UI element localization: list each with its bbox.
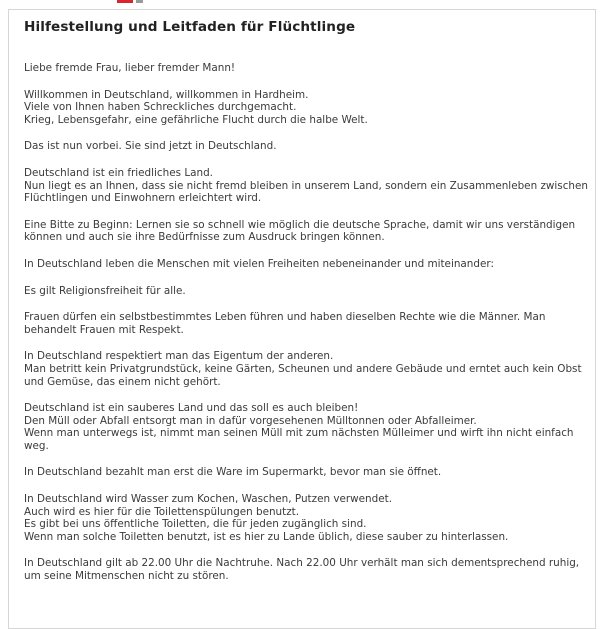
paragraph-line: Es gibt bei uns öffentliche Toiletten, die für jeden zugänglich sind. [24, 518, 367, 531]
paragraph-line: Das ist nun vorbei. Sie sind jetzt in Deutschland. [24, 140, 277, 153]
paragraph [24, 140, 594, 153]
paragraph-line: Den Müll oder Abfall entsorgt man in dafür vorgesehenen Mülltonnen oder Abfalleimer. [24, 414, 477, 427]
paragraph [24, 89, 594, 127]
paragraph-line: Flüchtlingen und Einwohnern erleichtert wird. [24, 192, 262, 205]
logo-fragment-secondary [136, 0, 143, 3]
document-content [24, 19, 594, 597]
paragraph-line: Frauen dürfen ein selbstbestimmtes Leben führen und haben dieselben Rechte wie die Männer. Man [24, 311, 546, 324]
paragraph [24, 285, 594, 298]
paragraph-line: Viele von Ihnen haben Schreckliches durchgemacht. [24, 101, 297, 114]
paragraph [24, 402, 594, 452]
paragraph-line: Man betritt kein Privatgrundstück, keine Gärten, Scheunen und andere Gebäude und erntet auch kein Obst [24, 362, 582, 375]
logo-fragment [117, 0, 133, 3]
paragraph [24, 219, 594, 244]
paragraph [24, 466, 594, 479]
paragraph-list [24, 62, 594, 583]
paragraph-line: Auch wird es hier für die Toilettenspülungen benutzt. [24, 505, 300, 518]
paragraph [24, 350, 594, 388]
paragraph-line: Es gilt Religionsfreiheit für alle. [24, 284, 186, 297]
paragraph-line: Deutschland ist ein sauberes Land und das soll es auch bleiben! [24, 402, 359, 415]
paragraph-line: Nun liegt es an Ihnen, dass sie nicht fremd bleiben in unserem Land, sondern ein Zusammenleben zwischen [24, 179, 588, 192]
paragraph-line: um seine Mitmenschen nicht zu stören. [24, 570, 229, 583]
paragraph-line: und Gemüse, das einem nicht gehört. [24, 375, 221, 388]
paragraph-line: Deutschland ist ein friedliches Land. [24, 166, 213, 179]
paragraph-line: In Deutschland leben die Menschen mit vielen Freiheiten nebeneinander und miteinander: [24, 257, 494, 270]
paragraph-line: Liebe fremde Frau, lieber fremder Mann! [24, 62, 236, 74]
paragraph-line: weg. [24, 439, 49, 452]
paragraph [24, 167, 594, 205]
paragraph [24, 493, 594, 543]
paragraph-line: können und auch sie ihre Bedürfnisse zum Ausdruck bringen können. [24, 231, 385, 244]
paragraph [24, 311, 594, 336]
paragraph [24, 62, 594, 75]
paragraph-line: Krieg, Lebensgefahr, eine gefährliche Flucht durch die halbe Welt. [24, 113, 368, 126]
paragraph-line: Wenn man solche Toiletten benutzt, ist es hier zu Lande üblich, diese sauber zu hinterlassen. [24, 530, 509, 543]
paragraph-line: In Deutschland bezahlt man erst die Ware im Supermarkt, bevor man sie öffnet. [24, 466, 442, 479]
paragraph-line: behandelt Frauen mit Respekt. [24, 323, 184, 336]
paragraph-line: Eine Bitte zu Beginn: Lernen sie so schnell wie möglich die deutsche Sprache, damit wir uns verständigen [24, 218, 576, 231]
paragraph [24, 557, 594, 582]
paragraph [24, 258, 594, 271]
paragraph-line: Willkommen in Deutschland, willkommen in Hardheim. [24, 88, 309, 101]
paragraph-line: In Deutschland gilt ab 22.00 Uhr die Nachtruhe. Nach 22.00 Uhr verhält man sich dementsprechend ruhig, [24, 557, 580, 570]
paragraph-line: In Deutschland wird Wasser zum Kochen, Waschen, Putzen verwendet. [24, 493, 393, 506]
paragraph-line: In Deutschland respektiert man das Eigentum der anderen. [24, 350, 334, 363]
paragraph-line: Wenn man unterwegs ist, nimmt man seinen Müll mit zum nächsten Mülleimer und wirft ihn nicht einfach [24, 427, 574, 440]
document-title: Hilfestellung und Leitfaden für Flüchtlinge [24, 19, 356, 35]
